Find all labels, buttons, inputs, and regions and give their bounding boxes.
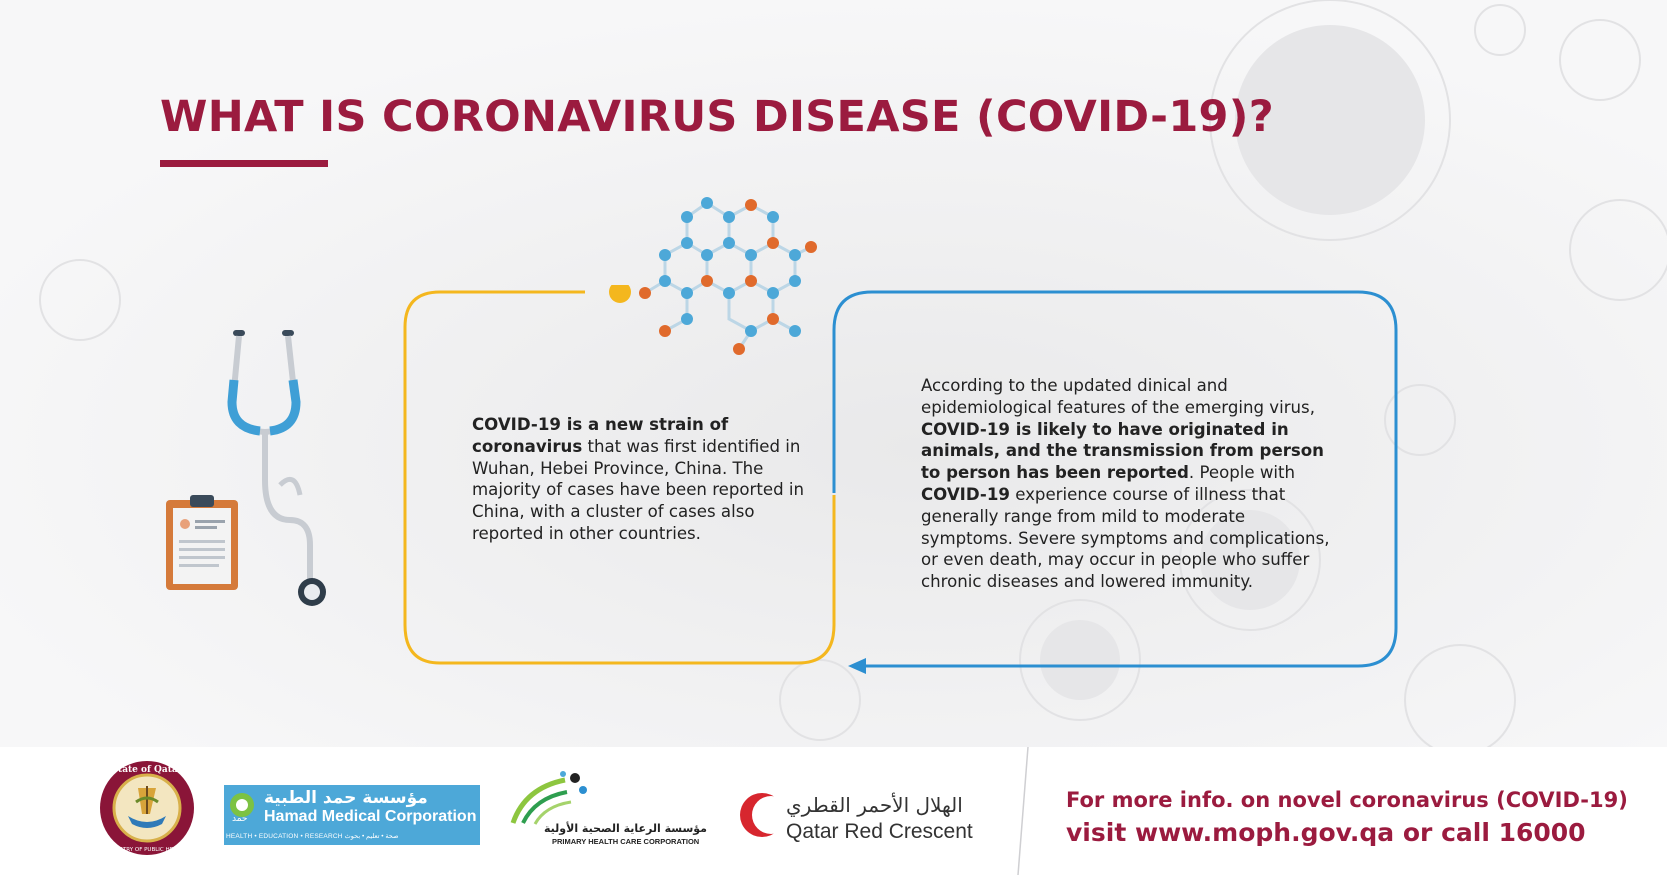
hmc-arabic-name: مؤسسة حمد الطبية	[264, 788, 428, 808]
arrow-left-icon	[848, 658, 866, 674]
right-box-part2: . People with	[1188, 463, 1296, 483]
info-line-2: visit www.moph.gov.qa or call 16000	[1066, 818, 1586, 847]
qatar-red-crescent-logo	[738, 790, 782, 840]
qrc-arabic-name: الهلال الأحمر القطري	[786, 793, 963, 817]
phc-arabic-name: مؤسسة الرعاية الصحية الأولية	[544, 822, 707, 835]
right-box-text	[921, 375, 1341, 593]
left-box-rest: that was first identified in Wuhan, Hebei Province, China. The majority of cases have been reported in China, with a cluster of cases also reported in other countries.	[472, 436, 805, 543]
hmc-tagline: HEALTH • EDUCATION • RESEARCH صحة • تعليم • بحوث	[226, 833, 399, 840]
right-box-bold2: COVID-19	[921, 484, 1010, 504]
hamad-medical-corporation-logo	[224, 785, 480, 845]
page-title: WHAT IS CORONAVIRUS DISEASE (COVID-19)?	[160, 92, 1274, 142]
footer-divider	[1010, 747, 1030, 875]
left-box-text	[472, 414, 812, 545]
right-box-part1: According to the updated dinical and epidemiological features of the emerging virus,	[921, 376, 1315, 417]
info-line-1: For more info. on novel coronavirus (COVID-19)	[1066, 788, 1628, 812]
qrc-english-name: Qatar Red Crescent	[786, 820, 973, 843]
svg-text:MINISTRY OF PUBLIC HEALTH: MINISTRY OF PUBLIC HEALTH	[107, 847, 187, 853]
primary-health-care-logo	[505, 768, 595, 828]
right-box-part3: experience course of illness that generally range from mild to moderate symptoms. Severe symptoms and complications, or even death, may occur in people who suffer chronic diseases and lowered immunity.	[921, 484, 1330, 592]
left-box-bold-lead: COVID-19 is a new strain of coronavirus	[472, 415, 729, 456]
title-underline	[160, 160, 328, 167]
phc-english-name: PRIMARY HEALTH CARE CORPORATION	[552, 837, 700, 846]
clipboard-icon	[163, 494, 243, 594]
hmc-small-arabic: حمد	[232, 814, 248, 824]
state-of-qatar-seal-logo	[98, 758, 196, 858]
hmc-english-name: Hamad Medical Corporation	[264, 808, 477, 825]
svg-text:State of Qatar: State of Qatar	[111, 765, 183, 775]
right-box-bold1: COVID-19 is likely to have originated in animals, and the transmission from person to person has been reported	[921, 419, 1324, 483]
molecule-icon	[635, 195, 835, 365]
